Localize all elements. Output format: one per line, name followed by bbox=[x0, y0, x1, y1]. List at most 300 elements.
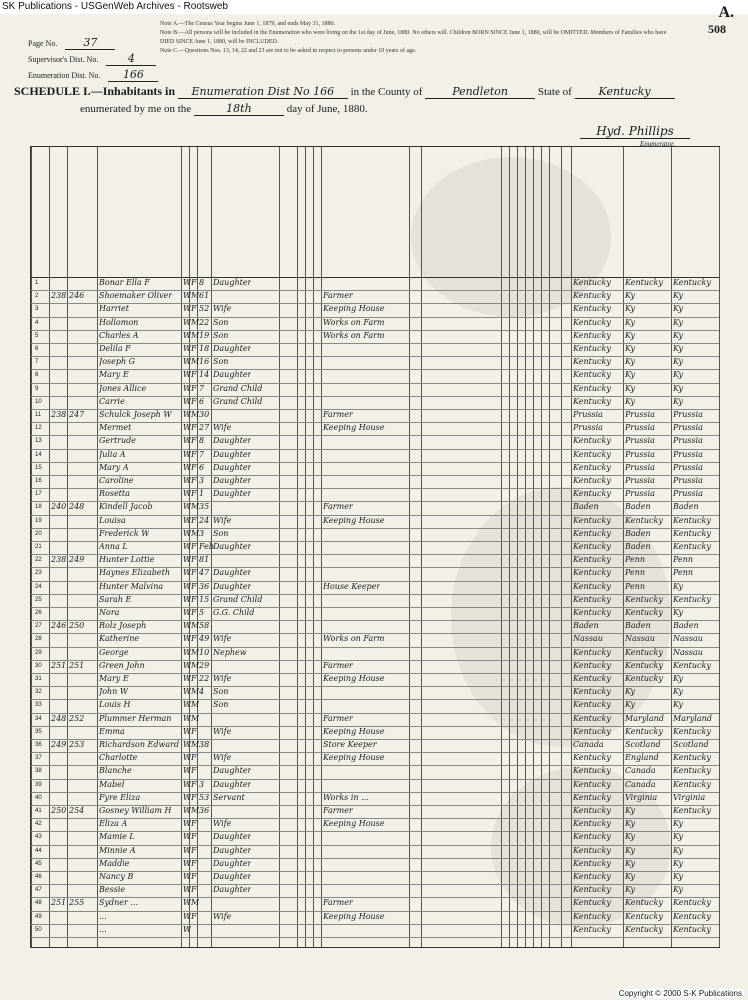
birthplace-cell: Kentucky bbox=[573, 872, 611, 881]
father-birthplace-cell: Ky bbox=[625, 819, 635, 829]
person-name: Charles A bbox=[99, 330, 139, 340]
relationship-cell: Son bbox=[213, 330, 229, 340]
line-number: 13 bbox=[35, 438, 42, 445]
table-row bbox=[31, 396, 719, 409]
dwelling-number: 240 bbox=[51, 502, 67, 512]
sex-cell: F bbox=[191, 581, 197, 591]
sex-cell: F bbox=[191, 674, 197, 683]
color-cell: W bbox=[183, 726, 192, 736]
mother-birthplace-cell: Prussia bbox=[673, 410, 703, 419]
birthplace-cell: Kentucky bbox=[573, 766, 611, 776]
dwelling-number: 248 bbox=[51, 713, 67, 723]
person-name: Haynes Elizabeth bbox=[99, 568, 170, 578]
relationship-cell: Son bbox=[213, 528, 229, 538]
relationship-cell: Daughter bbox=[213, 476, 252, 485]
color-cell: W bbox=[183, 740, 192, 749]
mother-birthplace-cell: Prussia bbox=[673, 489, 703, 499]
father-birthplace-cell: Ky bbox=[625, 858, 635, 868]
census-table bbox=[30, 146, 720, 948]
person-name: Mary E bbox=[99, 674, 129, 683]
table-column-line bbox=[719, 147, 720, 947]
supervisor-field bbox=[28, 52, 156, 66]
color-cell: W bbox=[183, 779, 192, 789]
color-cell: W bbox=[183, 647, 192, 657]
birthplace-cell: Kentucky bbox=[573, 396, 611, 406]
father-birthplace-cell: Maryland bbox=[625, 713, 664, 723]
table-row bbox=[31, 660, 719, 673]
sex-cell: F bbox=[191, 555, 197, 565]
color-cell: W bbox=[183, 872, 192, 881]
sex-cell: F bbox=[191, 819, 197, 829]
table-row bbox=[31, 435, 719, 448]
sex-cell: F bbox=[191, 396, 197, 406]
sex-cell: F bbox=[191, 832, 197, 842]
line-number: 40 bbox=[35, 794, 42, 801]
color-cell: W bbox=[183, 700, 192, 710]
person-name: Charlotte bbox=[99, 753, 138, 763]
mother-birthplace-cell: Kentucky bbox=[673, 594, 711, 604]
line-number: 24 bbox=[35, 583, 42, 590]
birthplace-cell: Kentucky bbox=[573, 700, 611, 710]
color-cell: W bbox=[183, 330, 192, 340]
schedule-place: Enumeration Dist No 166 bbox=[178, 85, 348, 99]
line-number: 42 bbox=[35, 821, 42, 828]
line-number: 3 bbox=[35, 306, 39, 313]
relationship-cell: Grand Child bbox=[213, 594, 263, 604]
relationship-cell: Wife bbox=[213, 911, 232, 921]
census-notes bbox=[160, 20, 680, 56]
age-cell: 3 bbox=[199, 779, 205, 789]
birthplace-cell: Kentucky bbox=[573, 792, 611, 802]
relationship-cell: Servant bbox=[213, 792, 245, 802]
birthplace-cell: Kentucky bbox=[573, 687, 611, 697]
birthplace-cell: Prussia bbox=[573, 410, 603, 419]
mother-birthplace-cell: Maryland bbox=[673, 713, 712, 723]
enumeration-day: 18th bbox=[194, 102, 284, 116]
birthplace-cell: Kentucky bbox=[573, 370, 611, 380]
line-number: 8 bbox=[35, 372, 39, 379]
birthplace-cell: Kentucky bbox=[573, 383, 611, 393]
birthplace-cell: Kentucky bbox=[573, 819, 611, 829]
sex-cell: M bbox=[191, 621, 200, 631]
birthplace-cell: Kentucky bbox=[573, 278, 611, 287]
relationship-cell: Wife bbox=[213, 819, 232, 829]
person-name: Nora bbox=[99, 608, 120, 617]
sex-cell: M bbox=[191, 647, 200, 657]
sex-cell: F bbox=[191, 594, 197, 604]
occupation-cell: Farmer bbox=[323, 713, 353, 723]
age-cell: 35 bbox=[199, 502, 210, 512]
mother-birthplace-cell: Ky bbox=[673, 396, 683, 406]
father-birthplace-cell: Prussia bbox=[625, 449, 655, 459]
color-cell: W bbox=[183, 660, 192, 670]
age-cell: 22 bbox=[199, 317, 210, 327]
mother-birthplace-cell: Virginia bbox=[673, 792, 706, 802]
age-cell: 49 bbox=[199, 634, 210, 644]
family-number: 250 bbox=[69, 621, 85, 631]
line-number: 10 bbox=[35, 398, 42, 405]
age-cell: 8 bbox=[199, 278, 205, 287]
person-name: Eliza A bbox=[99, 819, 128, 829]
father-birthplace-cell: Ky bbox=[625, 687, 635, 697]
birthplace-cell: Kentucky bbox=[573, 436, 611, 446]
father-birthplace-cell: Ky bbox=[625, 383, 635, 393]
color-cell: W bbox=[183, 383, 192, 393]
color-cell: W bbox=[183, 608, 192, 617]
line-number: 22 bbox=[35, 557, 42, 564]
enumerated-label: enumerated by me on the bbox=[80, 103, 192, 115]
mother-birthplace-cell: Ky bbox=[673, 581, 683, 591]
line-number: 2 bbox=[35, 293, 39, 300]
birthplace-cell: Kentucky bbox=[573, 713, 611, 723]
line-number: 37 bbox=[35, 755, 42, 762]
mother-birthplace-cell: Nassau bbox=[673, 647, 703, 657]
person-name: Mary A bbox=[99, 462, 129, 472]
relationship-cell: Daughter bbox=[213, 489, 252, 499]
occupation-cell: Farmer bbox=[323, 291, 353, 301]
family-number: 247 bbox=[69, 410, 85, 419]
table-row bbox=[31, 871, 719, 884]
father-birthplace-cell: Prussia bbox=[625, 489, 655, 499]
father-birthplace-cell: Baden bbox=[625, 528, 651, 538]
mother-birthplace-cell: Ky bbox=[673, 291, 683, 301]
mother-birthplace-cell: Kentucky bbox=[673, 542, 711, 551]
sex-cell: M bbox=[191, 291, 200, 301]
father-birthplace-cell: Prussia bbox=[625, 436, 655, 446]
father-birthplace-cell: Prussia bbox=[625, 410, 655, 419]
line-number: 23 bbox=[35, 570, 42, 577]
person-name: George bbox=[99, 647, 129, 657]
mother-birthplace-cell: Ky bbox=[673, 700, 683, 710]
state-value: Kentucky bbox=[575, 85, 675, 99]
mother-birthplace-cell: Ky bbox=[673, 344, 683, 353]
occupation-cell: Keeping House bbox=[323, 753, 385, 763]
birthplace-cell: Kentucky bbox=[573, 674, 611, 683]
birthplace-cell: Kentucky bbox=[573, 515, 611, 525]
father-birthplace-cell: Kentucky bbox=[625, 726, 663, 736]
mother-birthplace-cell: Ky bbox=[673, 872, 683, 881]
sex-cell: M bbox=[191, 528, 200, 538]
age-cell: 10 bbox=[199, 647, 210, 657]
table-row bbox=[31, 884, 719, 897]
father-birthplace-cell: Ky bbox=[625, 832, 635, 842]
mother-birthplace-cell: Kentucky bbox=[673, 924, 711, 934]
page-number: 508 bbox=[708, 22, 726, 36]
mother-birthplace-cell: Ky bbox=[673, 357, 683, 367]
person-name: Louis H bbox=[99, 700, 131, 710]
color-cell: W bbox=[183, 594, 192, 604]
table-row bbox=[31, 831, 719, 844]
age-cell: 27 bbox=[199, 423, 210, 433]
color-cell: W bbox=[183, 436, 192, 446]
person-name: Bessie bbox=[99, 885, 126, 895]
family-number: 249 bbox=[69, 555, 85, 565]
age-cell: 52 bbox=[199, 304, 210, 314]
birthplace-cell: Kentucky bbox=[573, 462, 611, 472]
table-row bbox=[31, 686, 719, 699]
mother-birthplace-cell: Nassau bbox=[673, 634, 703, 644]
color-cell: W bbox=[183, 304, 192, 314]
page-no-value: 37 bbox=[65, 36, 115, 50]
father-birthplace-cell: Kentucky bbox=[625, 660, 663, 670]
person-name: Hunter Lottie bbox=[99, 555, 155, 565]
color-cell: W bbox=[183, 357, 192, 367]
father-birthplace-cell: Prussia bbox=[625, 476, 655, 485]
enumeration-label: Enumeration Dist. No. bbox=[28, 71, 101, 80]
occupation-cell: Works on Farm bbox=[323, 330, 385, 340]
color-cell: W bbox=[183, 370, 192, 380]
person-name: Jones Allice bbox=[99, 383, 147, 393]
father-birthplace-cell: Ky bbox=[625, 700, 635, 710]
line-number: 31 bbox=[35, 676, 42, 682]
father-birthplace-cell: Ky bbox=[625, 396, 635, 406]
table-row bbox=[31, 620, 719, 633]
sex-cell: M bbox=[191, 317, 200, 327]
schedule-title: SCHEDULE I.—Inhabitants in bbox=[14, 84, 176, 98]
note-a: Note A.—The Census Year begins June 1, 1879, and ends May 31, 1880. bbox=[160, 21, 335, 27]
family-number: 246 bbox=[69, 291, 85, 301]
father-birthplace-cell: Ky bbox=[625, 357, 635, 367]
birthplace-cell: Kentucky bbox=[573, 594, 611, 604]
birthplace-cell: Kentucky bbox=[573, 753, 611, 763]
line-number: 19 bbox=[35, 517, 42, 524]
table-row bbox=[31, 383, 719, 396]
enumerator-signature: Hyd. Phillips bbox=[580, 124, 690, 139]
dwelling-number: 251 bbox=[51, 660, 67, 670]
table-row bbox=[31, 818, 719, 831]
age-cell: 3 bbox=[199, 528, 205, 538]
occupation-cell: Works in ... bbox=[323, 792, 369, 802]
birthplace-cell: Kentucky bbox=[573, 449, 611, 459]
father-birthplace-cell: Penn bbox=[625, 568, 646, 578]
county-label: in the County of bbox=[350, 86, 423, 98]
birthplace-cell: Kentucky bbox=[573, 568, 611, 578]
person-name: Rolz Joseph bbox=[99, 621, 147, 631]
birthplace-cell: Canada bbox=[573, 740, 604, 749]
color-cell: W bbox=[183, 819, 192, 829]
mother-birthplace-cell: Ky bbox=[673, 845, 683, 855]
line-number: 29 bbox=[35, 649, 42, 656]
person-name: Nancy B bbox=[99, 872, 134, 881]
age-cell: 38 bbox=[199, 740, 210, 749]
mother-birthplace-cell: Baden bbox=[673, 502, 699, 512]
birthplace-cell: Kentucky bbox=[573, 726, 611, 736]
father-birthplace-cell: Baden bbox=[625, 502, 651, 512]
color-cell: W bbox=[183, 753, 192, 763]
line-number: 18 bbox=[35, 504, 42, 511]
age-cell: 6 bbox=[199, 396, 205, 406]
line-number: 48 bbox=[35, 900, 42, 907]
father-birthplace-cell: Ky bbox=[625, 344, 635, 353]
color-cell: W bbox=[183, 766, 192, 776]
table-row bbox=[31, 911, 719, 924]
line-number: 46 bbox=[35, 874, 42, 880]
birthplace-cell: Baden bbox=[573, 621, 599, 631]
mother-birthplace-cell: Kentucky bbox=[673, 911, 711, 921]
person-name: Harriet bbox=[99, 304, 129, 314]
person-name: Maddie bbox=[99, 858, 130, 868]
birthplace-cell: Kentucky bbox=[573, 317, 611, 327]
line-number: 39 bbox=[35, 781, 42, 788]
table-row bbox=[31, 277, 719, 290]
note-b: Note B.—All persons will be included in the Enumeration who were living on the 1st day of June, 1880. No others will. Children BORN SINCE June 1, 1880, will be OMITTED. Members of Families who have DIED SINCE June 1, 1880, will be INCLUDED. bbox=[160, 30, 667, 45]
color-cell: W bbox=[183, 410, 192, 419]
sex-cell: F bbox=[191, 911, 197, 921]
line-number: 44 bbox=[35, 847, 42, 854]
relationship-cell: Daughter bbox=[213, 449, 252, 459]
table-row bbox=[31, 515, 719, 528]
father-birthplace-cell: Virginia bbox=[625, 792, 658, 802]
mother-birthplace-cell: Ky bbox=[673, 832, 683, 842]
mother-birthplace-cell: Kentucky bbox=[673, 766, 711, 776]
birthplace-cell: Kentucky bbox=[573, 555, 611, 565]
person-name: Gertrude bbox=[99, 436, 136, 446]
color-cell: W bbox=[183, 542, 192, 551]
family-number: 248 bbox=[69, 502, 85, 512]
page-no-field bbox=[28, 36, 115, 50]
table-row bbox=[31, 594, 719, 607]
birthplace-cell: Kentucky bbox=[573, 608, 611, 617]
line-number: 17 bbox=[35, 491, 42, 498]
line-number: 45 bbox=[35, 860, 42, 867]
birthplace-cell: Kentucky bbox=[573, 832, 611, 842]
color-cell: W bbox=[183, 845, 192, 855]
age-cell: 36 bbox=[199, 806, 210, 815]
father-birthplace-cell: Ky bbox=[625, 291, 635, 301]
age-cell: 58 bbox=[199, 621, 210, 631]
birthplace-cell: Kentucky bbox=[573, 806, 611, 815]
mother-birthplace-cell: Ky bbox=[673, 330, 683, 340]
sex-cell: F bbox=[191, 383, 197, 393]
table-row bbox=[31, 567, 719, 580]
occupation-cell: Farmer bbox=[323, 502, 353, 512]
father-birthplace-cell: Scotland bbox=[625, 740, 661, 749]
relationship-cell: Wife bbox=[213, 634, 232, 644]
sex-cell: F bbox=[191, 779, 197, 789]
sex-cell: F bbox=[191, 449, 197, 459]
person-name: Gosney William H bbox=[99, 806, 172, 815]
person-name: Schulck Joseph W bbox=[99, 410, 172, 419]
occupation-cell: Keeping House bbox=[323, 304, 385, 314]
dwelling-number: 249 bbox=[51, 740, 67, 749]
sex-cell: F bbox=[191, 423, 197, 433]
occupation-cell: Keeping House bbox=[323, 423, 385, 433]
person-name: Anna L bbox=[99, 542, 128, 551]
mother-birthplace-cell: Kentucky bbox=[673, 660, 711, 670]
line-number: 5 bbox=[35, 332, 39, 339]
father-birthplace-cell: Ky bbox=[625, 806, 635, 815]
table-row bbox=[31, 317, 719, 330]
line-number: 36 bbox=[35, 742, 42, 748]
age-cell: 30 bbox=[199, 410, 210, 419]
father-birthplace-cell: Ky bbox=[625, 885, 635, 895]
person-name: Emma bbox=[99, 726, 125, 736]
table-row bbox=[31, 303, 719, 316]
person-name: Richardson Edward bbox=[99, 740, 180, 749]
person-name: Bonar Ella F bbox=[99, 278, 150, 287]
schedule-title-line bbox=[14, 84, 734, 99]
enumeration-month-year: day of June, 1880. bbox=[286, 103, 368, 115]
sex-cell: F bbox=[191, 568, 197, 578]
supervisor-label: Supervisor's Dist. No. bbox=[28, 55, 99, 64]
birthplace-cell: Kentucky bbox=[573, 357, 611, 367]
line-number: 25 bbox=[35, 596, 42, 603]
table-row bbox=[31, 633, 719, 646]
sex-cell: F bbox=[191, 278, 197, 287]
table-row bbox=[31, 409, 719, 422]
relationship-cell: Wife bbox=[213, 674, 232, 683]
sex-cell: M bbox=[191, 898, 200, 908]
color-cell: W bbox=[183, 489, 192, 499]
father-birthplace-cell: Ky bbox=[625, 317, 635, 327]
person-name: Louisa bbox=[99, 515, 126, 525]
mother-birthplace-cell: Ky bbox=[673, 858, 683, 868]
supervisor-value: 4 bbox=[106, 52, 156, 66]
occupation-cell: Farmer bbox=[323, 410, 353, 419]
row-line bbox=[31, 937, 719, 938]
father-birthplace-cell: Kentucky bbox=[625, 674, 663, 683]
birthplace-cell: Kentucky bbox=[573, 845, 611, 855]
table-row bbox=[31, 858, 719, 871]
age-cell: 15 bbox=[199, 594, 210, 604]
mother-birthplace-cell: Ky bbox=[673, 317, 683, 327]
color-cell: W bbox=[183, 317, 192, 327]
color-cell: W bbox=[183, 621, 192, 631]
birthplace-cell: Kentucky bbox=[573, 660, 611, 670]
color-cell: W bbox=[183, 687, 192, 697]
person-name: Blanche bbox=[99, 766, 132, 776]
father-birthplace-cell: Kentucky bbox=[625, 515, 663, 525]
person-name: Delila F bbox=[99, 344, 131, 353]
sex-cell: F bbox=[191, 872, 197, 881]
dwelling-number: 238 bbox=[51, 291, 67, 301]
occupation-cell: Farmer bbox=[323, 806, 353, 815]
person-name: Rosetta bbox=[99, 489, 130, 499]
family-number: 251 bbox=[69, 660, 85, 670]
sex-cell: M bbox=[191, 713, 200, 723]
occupation-cell: Keeping House bbox=[323, 674, 385, 683]
sex-cell: F bbox=[191, 489, 197, 499]
page-no-label: Page No. bbox=[28, 39, 58, 48]
relationship-cell: Son bbox=[213, 357, 229, 367]
dwelling-number: 238 bbox=[51, 555, 67, 565]
sex-cell: F bbox=[191, 608, 197, 617]
sex-cell: M bbox=[191, 740, 200, 749]
mother-birthplace-cell: Kentucky bbox=[673, 528, 711, 538]
table-row bbox=[31, 726, 719, 739]
line-number: 47 bbox=[35, 887, 42, 894]
person-name: Mamie L bbox=[99, 832, 135, 842]
relationship-cell: G.G. Child bbox=[213, 608, 255, 617]
relationship-cell: Daughter bbox=[213, 344, 252, 353]
relationship-cell: Daughter bbox=[213, 858, 252, 868]
person-name: Plummer Herman bbox=[99, 713, 172, 723]
line-number: 6 bbox=[35, 346, 39, 352]
line-number: 21 bbox=[35, 544, 42, 550]
relationship-cell: Daughter bbox=[213, 370, 252, 380]
father-birthplace-cell: Prussia bbox=[625, 462, 655, 472]
person-name: Sydner ... bbox=[99, 898, 139, 908]
table-row bbox=[31, 792, 719, 805]
father-birthplace-cell: Baden bbox=[625, 542, 651, 551]
line-number: 1 bbox=[35, 280, 39, 286]
table-row bbox=[31, 739, 719, 752]
line-number: 12 bbox=[35, 425, 42, 432]
sex-cell: F bbox=[191, 845, 197, 855]
mother-birthplace-cell: Prussia bbox=[673, 462, 703, 472]
relationship-cell: Daughter bbox=[213, 766, 252, 776]
father-birthplace-cell: Ky bbox=[625, 330, 635, 340]
